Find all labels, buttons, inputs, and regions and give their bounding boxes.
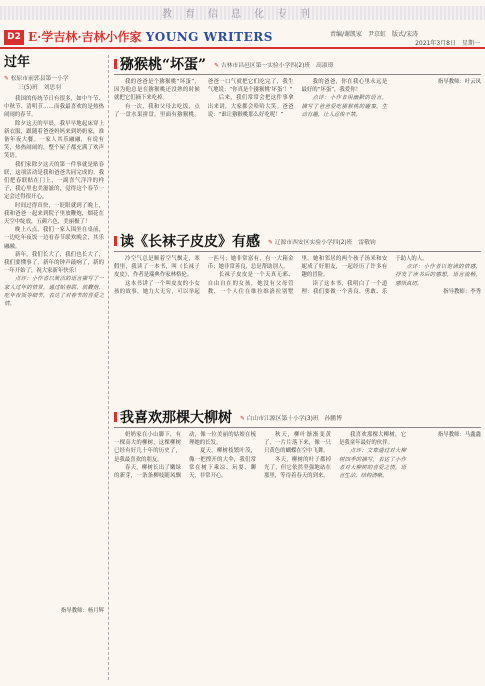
column-title [28, 28, 273, 45]
top-banner [0, 0, 485, 26]
headline-marker [114, 412, 117, 422]
kiwi-byline [214, 60, 333, 69]
comment: 点评：文章通过对大柳树四季的描写，表达了小作者对大柳树的喜爱之情，语言生动，结构清晰。 [339, 448, 406, 480]
pippi-byline-text: 辽源市西安区实验小学四(2)班 雷敬钧 [274, 239, 376, 246]
header-meta [330, 30, 480, 48]
pen-icon: ✎ [268, 239, 273, 246]
pippi-body [114, 255, 481, 400]
paragraph: 我的爸爸是个猕猴桃“坏蛋”，因为他总是在猕猴桃还没熟的时候就把它们摘下来吃掉。 [114, 79, 200, 102]
comment: 点评：小作者以简洁的语言描写了一家人过年的情景，通过贴春联、放鞭炮、吃年夜饭等细节，表达了对春节的喜爱之情。 [4, 276, 104, 308]
left-article-class: 三(5)班 刘思羽 [18, 85, 61, 91]
left-article-teacher: 指导教师：杨月辉 [60, 608, 104, 614]
column-title-cn: E·学吉林·吉林小作家 [28, 30, 142, 44]
kiwi-head-rule [114, 74, 481, 75]
left-column-divider [108, 55, 109, 680]
kiwi-teacher: 指导教师：叶云凤 [437, 79, 481, 85]
left-article-school-text: 松原市前郭县第一小学 [10, 76, 69, 82]
kiwi-title: 猕猴桃“坏蛋” [120, 57, 207, 73]
paragraph: 这本书讲了一个叫皮皮的小女孩的故事，她力大无穷，可以举起一匹马；她非常富有，有一大箱金币；她非常善良，总是帮助别人。 [114, 256, 294, 295]
kiwi-byline-text: 吉林市昌邑区第一实验小学四(2)班 高淑璟 [220, 62, 334, 69]
paragraph: 夏天，柳树枝繁叶茂，像一把撑开的大伞，我们常常在树下乘凉、玩耍、聊天，非常开心。 [189, 448, 256, 480]
headline-marker [114, 236, 117, 246]
header-rule [0, 47, 485, 49]
article-left [4, 55, 104, 680]
paragraph: 冬天，柳树的叶子都掉光了，但它依然坚强地站在那里，等待着春天的到来。 [264, 456, 331, 480]
willow-body [114, 431, 481, 677]
banner-title: 教育信息化专刊 [162, 9, 323, 20]
page-number-badge: D2 [4, 30, 24, 45]
editor-line: 责编/谢凯家 尹京虹 版式/宋涛 [330, 31, 419, 38]
paragraph: 新年，我们长大了，我们也长大了，我们要懂事了，新年的钟声敲响了，新的一年开始了，祝大家新年快乐！ [4, 251, 104, 275]
paragraph: 我的爸爸，你在我心里永远是最好的“坏蛋”，我爱你！ [301, 79, 388, 94]
left-article-title: 过年 [4, 55, 31, 70]
willow-head-rule [114, 427, 481, 428]
paragraph: 冷空气总是顺着空气飘走，寒假里，我读了一本书，叫《长袜子皮皮》，作者是瑞典作家林格伦。 [114, 256, 200, 279]
pippi-headline-row [114, 232, 481, 250]
paragraph: 我喜欢那棵大柳树，它是我童年最好的伙伴。 [339, 432, 406, 447]
paragraph: 长袜子皮皮是一个天真无邪、自由自在的女孩，她没有父母管教，一个人住在维拉维洛拉别墅里。她和邻居的两个孩子汤米和安妮成了好朋友，一起经历了许多有趣的冒险。 [207, 256, 388, 295]
pen-icon: ✎ [4, 76, 9, 82]
paragraph: 晚上八点，我们一家人围坐在桌前，一边吃年夜饭一边看春节联欢晚会，其乐融融。 [4, 227, 104, 250]
paragraph: 我们家除夕这天的第一件事就是贴春联，这项活动是我和爸爸共同完成的。我们把春联贴在门上，一副喜气洋洋的样子，我心里也美滋滋的，觉得这个春节一定会过得很开心。 [4, 161, 104, 201]
column-title-en: YOUNG WRITERS [145, 30, 273, 44]
willow-byline [240, 413, 342, 422]
pippi-title: 读《长袜子皮皮》有感 [120, 234, 260, 250]
comment: 点评：小作者以饱满的情感，抒发了读书后的感想，语言流畅，感悟真切。 [395, 264, 481, 287]
willow-byline-text: 白山市江源区第十小学(3)班 孙鹏博 [246, 415, 342, 422]
willow-title: 我喜欢那棵大柳树 [120, 410, 232, 426]
paragraph: 秋天，柳叶渐渐变黄了，一片片落下来，像一只只黄色的蝴蝶在空中飞舞。 [264, 432, 331, 455]
comment: 点评：小作者用幽默的语言，描写了爸爸爱吃猕猴桃的趣事，生动有趣，让人忍俊不禁。 [301, 95, 388, 118]
pippi-byline [268, 237, 376, 246]
paragraph: 有一次，我和父母去吃饭，点了一盘水果拼盘，里面有猕猴桃。爸爸一口气就把它们吃完了，我生气地说：“你真是个猕猴桃‘坏蛋’！” [114, 79, 294, 118]
kiwi-headline-row [114, 55, 481, 73]
paragraph: 时间过得真快，一眨眼就到了晚上，我和爸爸一起来到院子里放鞭炮，烟花在天空中绽放，五颜六色，美丽极了！ [4, 202, 104, 226]
pen-icon: ✎ [214, 62, 219, 69]
paragraph: 春天，柳树长出了嫩绿的新芽，一条条柳枝随风飘动，像一位美丽的姑娘在梳理她的长发。 [114, 432, 256, 480]
pippi-teacher: 指导教师：李秀 [443, 288, 481, 295]
left-article-school [4, 73, 104, 82]
paragraph: 读了这本书，我明白了一个道理：我们要做一个善良、勇敢、乐于助人的人。 [301, 256, 428, 295]
paragraph: 除夕这天的早晨，我早早地起床穿上新衣服，跟随着爸爸妈妈来到奶奶家，准备年夜大餐。一家人其乐融融，有说有笑，热热闹闹的，整个屋子都充满了欢声笑语。 [4, 120, 104, 160]
paragraph: 后来，我们常常会把这件事拿出来讲，大家都会哈哈大笑。爸爸说：“谁让猕猴桃那么好吃呢！” [207, 95, 294, 118]
pen-icon: ✎ [240, 415, 245, 422]
kiwi-body [114, 78, 481, 223]
article-willow [114, 408, 481, 680]
left-article-body [4, 95, 104, 600]
date-line: 2021年3月8日 星期一 [415, 40, 480, 47]
headline-marker [114, 59, 117, 69]
pippi-head-rule [114, 251, 481, 252]
article-kiwi [114, 55, 481, 227]
article-pippi [114, 232, 481, 402]
paragraph: 奶奶家在小山脚下，有一棵高大的柳树，这棵柳树已经有好几十年的历史了，是我最喜欢的朋友。 [114, 432, 181, 463]
willow-teacher: 指导教师：马鑫鑫 [437, 432, 481, 438]
paragraph: 我国的传统节日有很多，如中午节、中秋节、清明节……而我最喜欢的是热热闹闹的春节。 [4, 96, 104, 119]
willow-headline-row [114, 408, 481, 426]
